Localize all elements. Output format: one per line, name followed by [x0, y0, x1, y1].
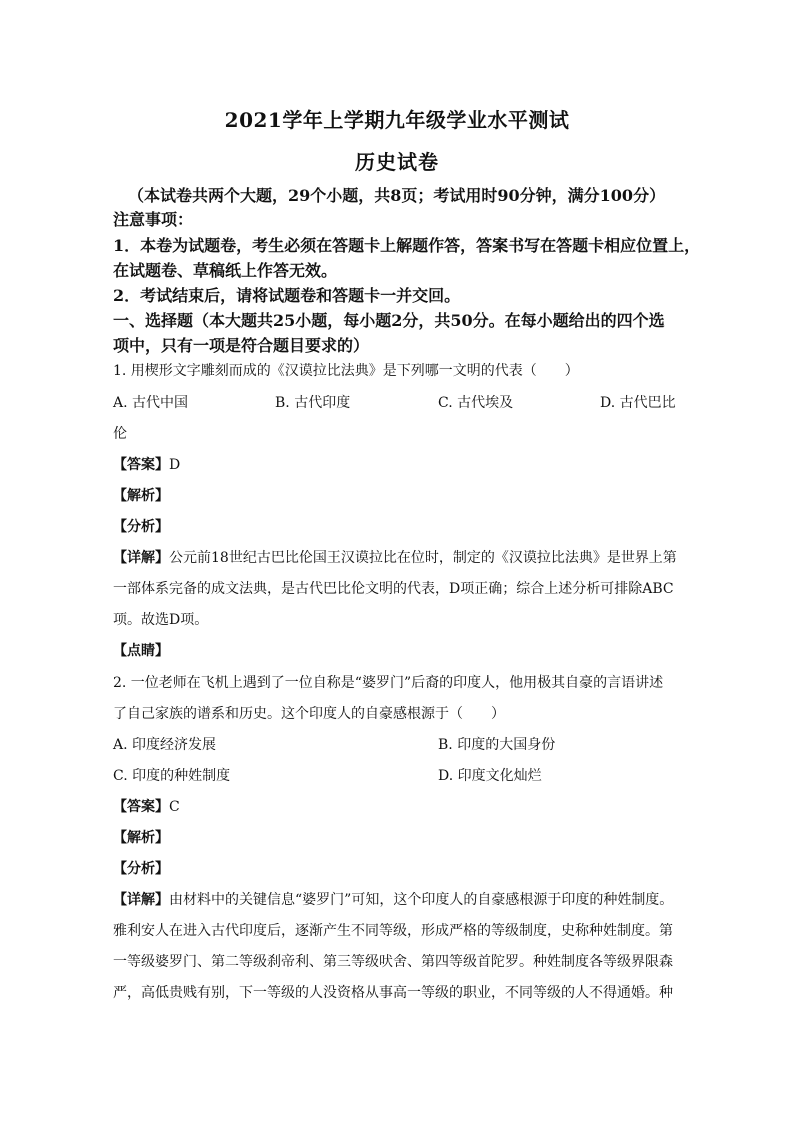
q2-detail-tag: 【详解】: [113, 892, 169, 908]
q2-detail-line2: 雅利安人在进入古代印度后，逐渐产生不同等级，形成严格的等级制度，史称种姓制度。第: [113, 923, 673, 939]
notes-item2: 2．考试结束后，请将试题卷和答题卡一并交回。: [113, 286, 461, 305]
q1-detail-text1: 公元前18世纪古巴比伦国王汉谟拉比在位时，制定的《汉谟拉比法典》是世界上第: [169, 550, 677, 566]
q2-detail-line1: [113, 889, 683, 909]
q1-dianjing-tag: 【点睛】: [113, 643, 169, 659]
q1-answer-value: D: [169, 457, 181, 473]
notes-item1-line1: 1．本卷为试题卷，考生必须在答题卡上解题作答，答案书写在答题卡相应位置上，: [113, 236, 701, 255]
q2-detail-line4: 严，高低贵贱有别，下一等级的人没资格从事高一等级的职业，不同等级的人不得通婚。种: [113, 985, 673, 1001]
q1-detail-line2: 一部体系完备的成文法典，是古代巴比伦文明的代表，D项正确；综合上述分析可排除ABC: [113, 581, 674, 597]
q2-detail-line3: 一等级婆罗门、第二等级刹帝利、第三等级吠舍、第四等级首陀罗。种姓制度各等级界限森: [113, 954, 673, 970]
q1-option-c: C. 古代埃及: [438, 395, 514, 411]
section1-line2: 项中，只有一项是符合题目要求的）: [113, 336, 370, 355]
q1-answer-tag: 【答案】: [113, 457, 169, 473]
q1-detail-line1: [113, 547, 683, 567]
exam-title: 2021学年上学期九年级学业水平测试: [224, 108, 570, 132]
notes-item1-line2: 在试题卷、草稿纸上作答无效。: [113, 261, 338, 280]
exam-subtitle: 历史试卷: [355, 150, 439, 174]
notes-heading: 注意事项：: [113, 210, 194, 229]
q2-analysis-tag: 【解析】: [113, 830, 169, 846]
exam-info: （本试卷共两个大题，29个小题，共8页；考试用时90分钟，满分100分）: [128, 186, 666, 205]
q2-option-c: C. 印度的种姓制度: [113, 768, 231, 784]
q2-option-d: D. 印度文化灿烂: [438, 768, 542, 784]
q2-answer-value: C: [169, 799, 180, 815]
q1-stem: 1. 用楔形文字雕刻而成的《汉谟拉比法典》是下列哪一文明的代表（ ）: [113, 363, 579, 379]
q2-answer-tag: 【答案】: [113, 799, 169, 815]
q1-option-d: D. 古代巴比: [600, 395, 676, 411]
q2-option-b: B. 印度的大国身份: [438, 737, 556, 753]
q2-answer: [113, 796, 683, 816]
q1-option-b: B. 古代印度: [275, 395, 351, 411]
q2-fenxi-tag: 【分析】: [113, 861, 169, 877]
q1-analysis-tag: 【解析】: [113, 488, 169, 504]
section1-line1: 一、选择题（本大题共25小题，每小题2分，共50分。在每小题给出的四个选: [113, 311, 665, 330]
q2-stem-line1: 2. 一位老师在飞机上遇到了一位自称是“婆罗门”后裔的印度人，他用极其自豪的言语讲述: [113, 675, 664, 691]
q1-detail-line3: 项。故选D项。: [113, 612, 209, 628]
q1-option-a: A. 古代中国: [113, 395, 189, 411]
q1-fenxi-tag: 【分析】: [113, 519, 169, 535]
q2-option-a: A. 印度经济发展: [113, 737, 217, 753]
q1-answer: [113, 454, 683, 474]
q2-detail-text1: 由材料中的关键信息“婆罗门”可知，这个印度人的自豪感根源于印度的种姓制度。: [169, 892, 674, 908]
q1-detail-tag: 【详解】: [113, 550, 169, 566]
q1-option-wrap: 伦: [113, 426, 127, 442]
q2-stem-line2: 了自己家族的谱系和历史。这个印度人的自豪感根源于（ ）: [113, 706, 505, 722]
